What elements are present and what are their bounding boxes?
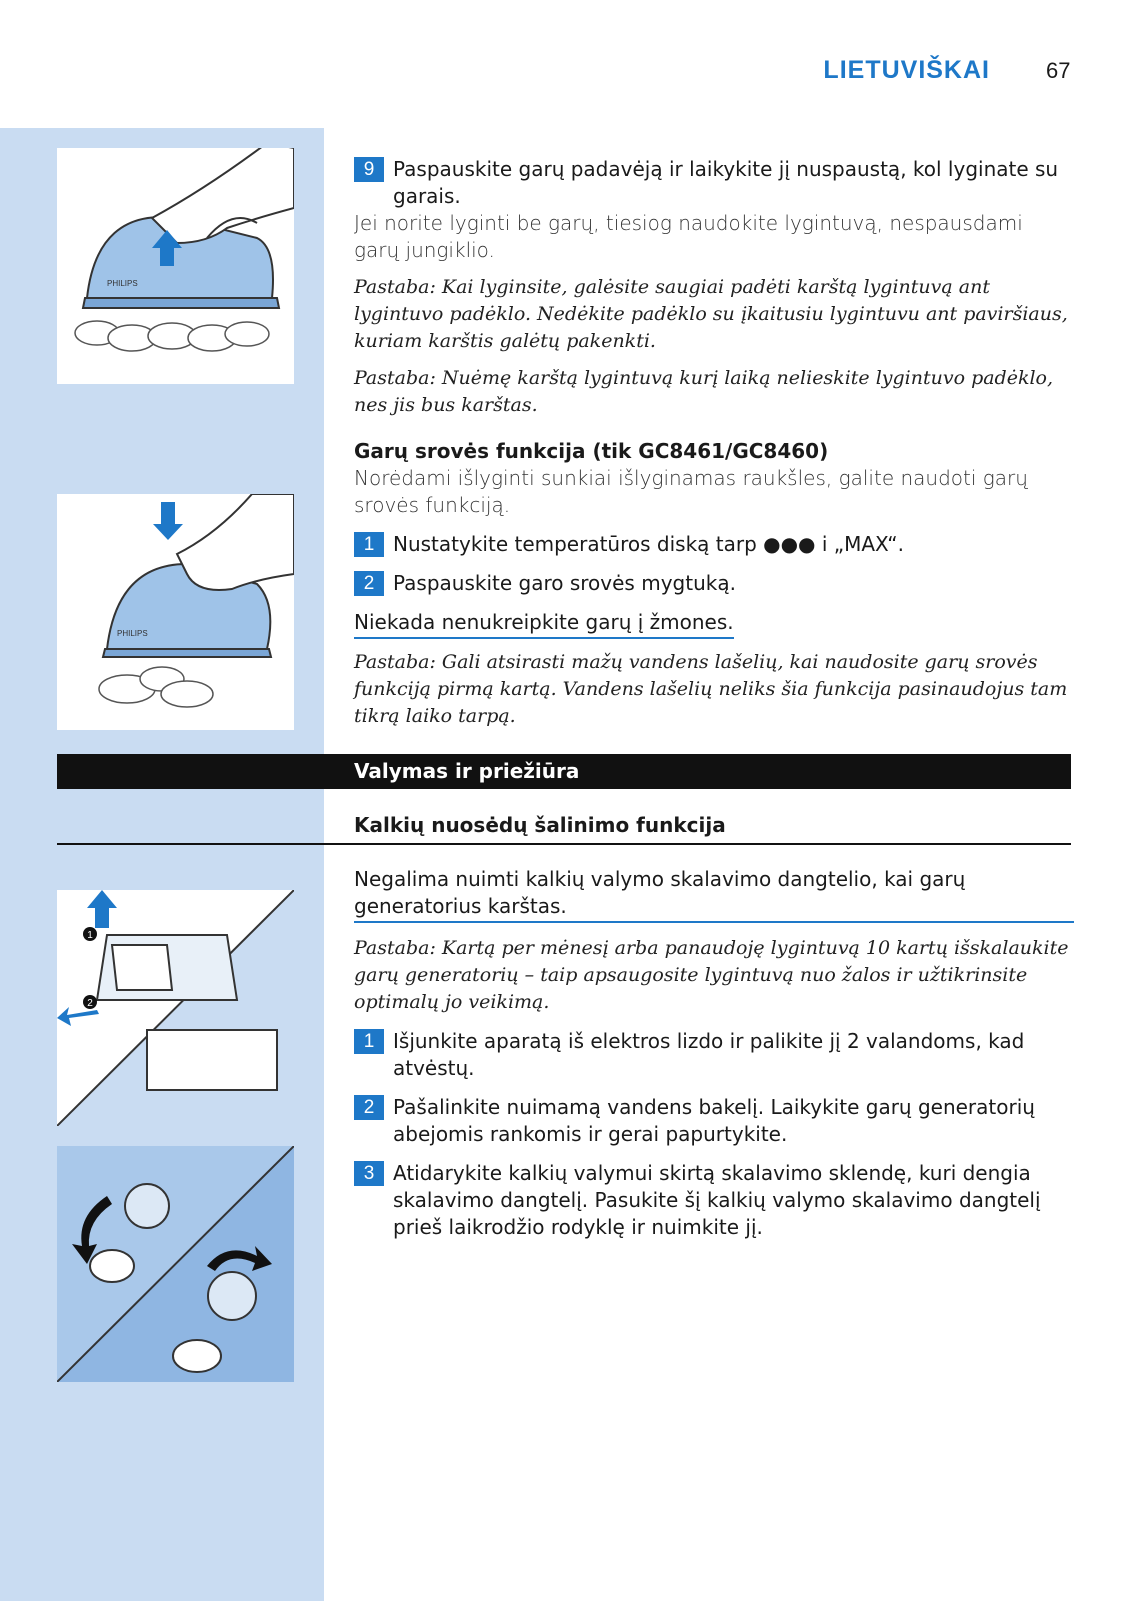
iron-brand-label-2: PHILIPS	[117, 629, 148, 638]
cleaning-subheading: Kalkių nuosėdų šalinimo funkcija	[354, 813, 726, 837]
shot-intro: Norėdami išlyginti sunkiai išlyginamas raukšles, galite naudoti garų srovės funkciją.	[354, 466, 1028, 517]
cleaning-subheading-wrap	[354, 812, 1074, 839]
step-9-text: Paspauskite garų padavėją ir laikykite jį nuspaustą, kol lyginate su garais.	[393, 157, 1059, 208]
badge-2-icon: 2	[87, 998, 93, 1009]
step-number-badge: 2	[354, 571, 384, 596]
cleaning-step-1-text: Išjunkite aparatą iš elektros lizdo ir palikite jį 2 valandoms, kad atvėstų.	[393, 1029, 1025, 1080]
shot-step-2-text: Paspauskite garo srovės mygtuką.	[393, 571, 736, 595]
step-number-badge: 3	[354, 1161, 384, 1186]
cleaning-step-2-text: Pašalinkite nuimamą vandens bakelį. Laikykite garų generatorių abejomis rankomis ir gerai papurtykite.	[393, 1095, 1035, 1146]
note-hot-tray: Pastaba: Nuėmę karštą lygintuvą kurį laiką nelieskite lygintuvo padėklo, nes jis bus karštas.	[354, 367, 1054, 416]
note-tray: Pastaba: Kai lyginsite, galėsite saugiai padėti karštą lygintuvą ant lygintuvo padėklo. Nedėkite padėklo su įkaitusiu lygintuvu ant paviršiaus, kuriam karštis galėtų pakenkti.	[354, 276, 1068, 352]
cleaning-note: Pastaba: Kartą per mėnesį arba panaudoję lygintuvą 10 kartų išskalaukite garų generatorių – taip apsaugosite lygintuvą nuo žalos ir užtikrinsite optimalų jo veikimą.	[354, 937, 1069, 1013]
step-number-badge: 9	[354, 157, 384, 182]
section-bar-title: Valymas ir priežiūra	[354, 759, 580, 783]
step-number-badge: 1	[354, 1029, 384, 1054]
shot-step-1-text: Nustatykite temperatūros diską tarp ●●● i „MAX“.	[393, 532, 904, 556]
shot-step-1	[354, 531, 1074, 558]
iron-brand-label: PHILIPS	[107, 279, 138, 288]
step-number-badge: 2	[354, 1095, 384, 1120]
cleaning-step-3	[354, 1160, 1074, 1241]
cleaning-step-2	[354, 1094, 1074, 1148]
page-number: 67	[1046, 58, 1071, 83]
subheading-rule	[57, 843, 1071, 845]
step-9-info: Jei norite lyginti be garų, tiesiog naudokite lygintuvą, nespausdami garų jungiklio.	[354, 211, 1023, 262]
cleaning-step-3-text: Atidarykite kalkių valymui skirtą skalavimo sklendę, kuri dengia skalavimo dangtelį. Pasukite šį kalkių valymo skalavimo dangtelį prieš laikrodžio rodyklę ir nuimkite jį.	[393, 1161, 1041, 1239]
illustration-steam-shot	[57, 494, 294, 730]
illustration-remove-tank	[57, 890, 294, 1126]
shot-section	[354, 438, 1074, 730]
badge-1-icon: 1	[87, 930, 93, 941]
cleaning-step-1	[354, 1028, 1074, 1082]
shot-warning: Niekada nenukreipkite garų į žmones.	[354, 609, 734, 639]
shot-heading: Garų srovės funkcija (tik GC8461/GC8460)	[354, 439, 829, 463]
shot-note: Pastaba: Gali atsirasti mažų vandens lašelių, kai naudosite garų srovės funkciją pirmą kartą. Vandens lašelių neliks šia funkcija pasinaudojus tam tikrą laiko tarpą.	[354, 651, 1068, 727]
section-bar	[57, 754, 1071, 789]
illustration-steam-trigger	[57, 148, 294, 384]
steam-section	[354, 156, 1074, 419]
step-9	[354, 156, 1074, 210]
illustration-unscrew-cap	[57, 1146, 294, 1382]
step-number-badge: 1	[354, 532, 384, 557]
cleaning-warning: Negalima nuimti kalkių valymo skalavimo dangtelio, kai garų generatorius karštas.	[354, 866, 1074, 923]
cleaning-section	[354, 866, 1074, 1241]
shot-step-2	[354, 570, 1074, 597]
language-header: LIETUVIŠKAI	[823, 56, 990, 84]
